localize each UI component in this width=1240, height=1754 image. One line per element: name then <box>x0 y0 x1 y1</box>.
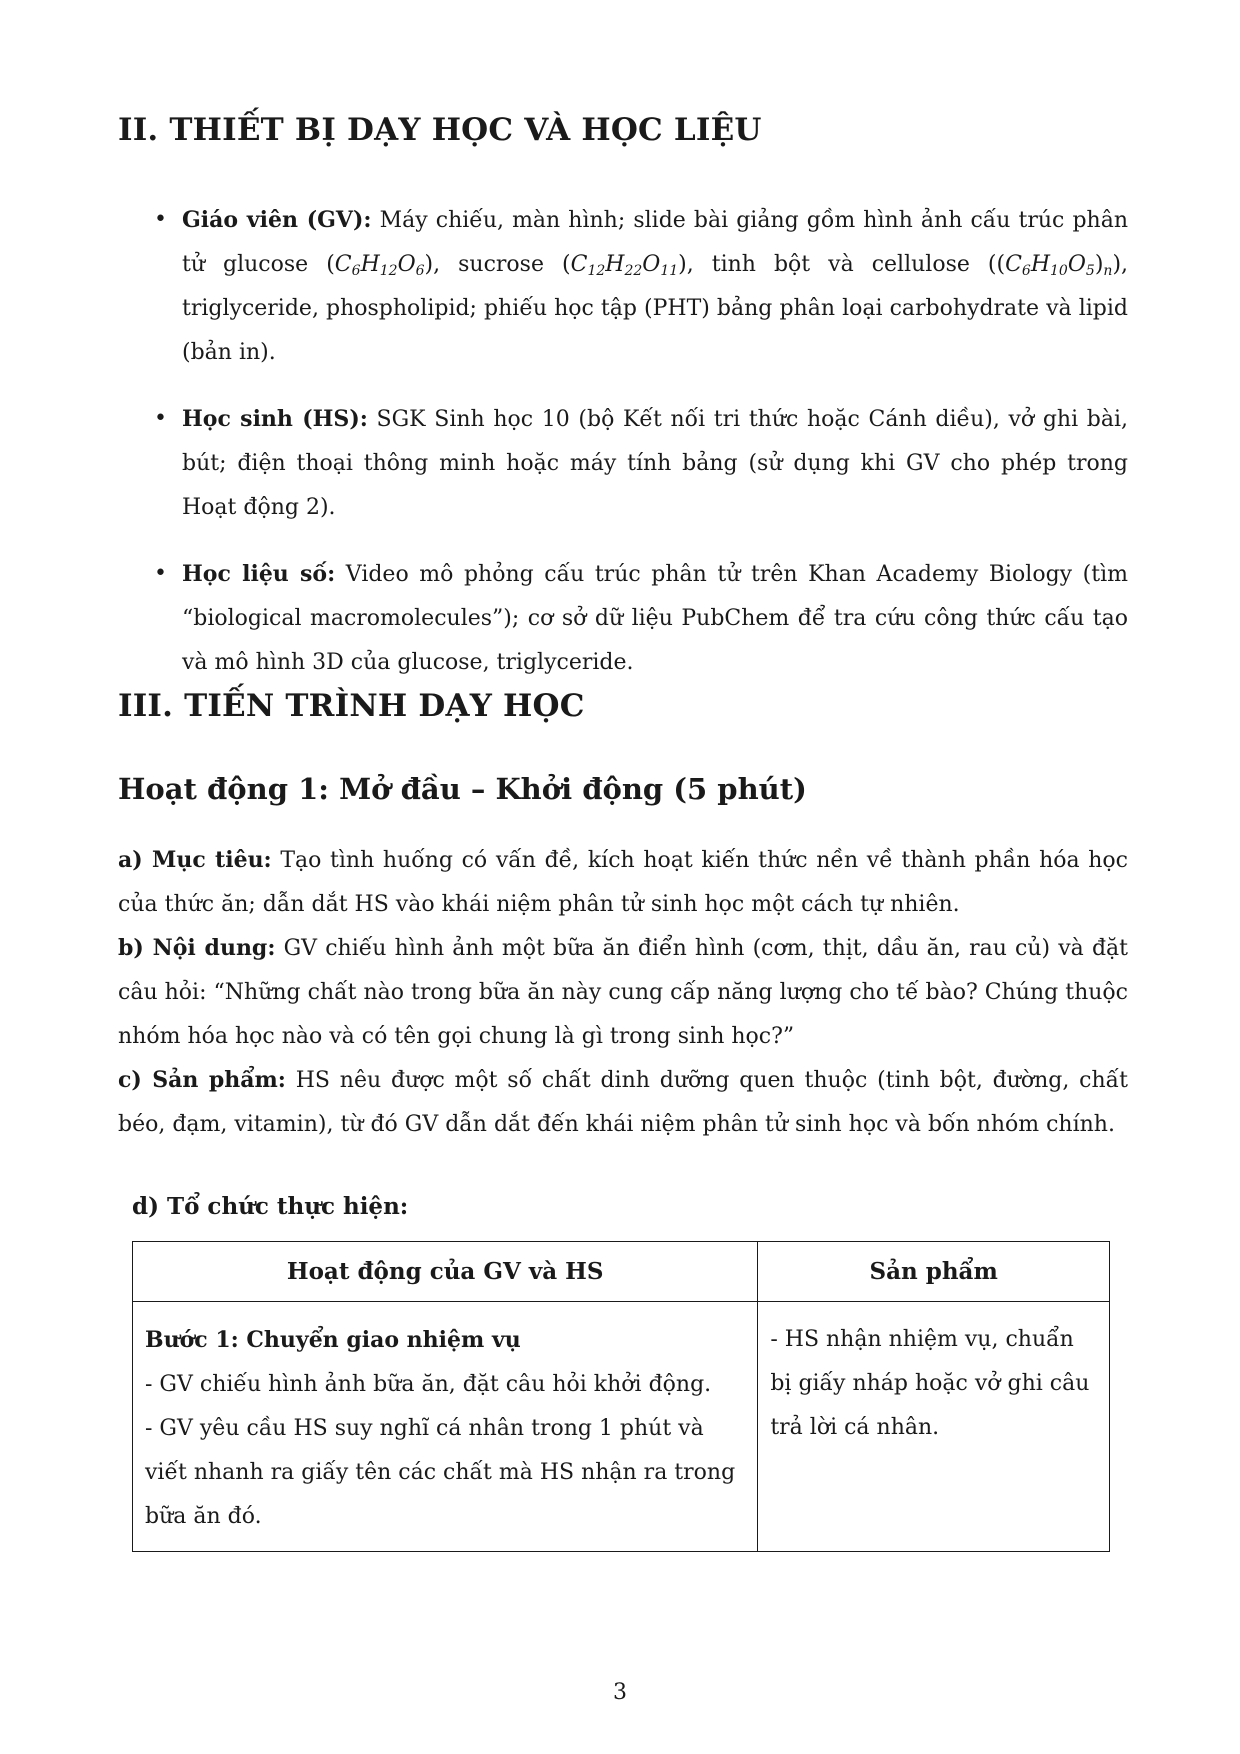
bullet-icon: • <box>154 561 167 586</box>
formula-cellulose: $C_6H_{10}O_5$ <box>1005 252 1095 279</box>
item-text: Máy chiếu, màn hình; slide bài giảng gồm hình ảnh cấu trúc phân tử glucose ( <box>182 208 1128 277</box>
table-header-row <box>133 1242 1110 1302</box>
organization-table <box>132 1241 1110 1552</box>
item-text: ), triglyceride, phospholipid; phiếu học tập (PHT) bảng phân loại carbohydrate và lipid (bản in). <box>182 252 1129 365</box>
formula-glucose: $C_6H_{12}O_6$ <box>334 252 425 279</box>
column-header: Sản phẩm <box>758 1242 1110 1302</box>
step-line: - GV yêu cầu HS suy nghĩ cá nhân trong 1 phút và viết nhanh ra giấy tên các chất mà HS nhận ra trong bữa ăn đó. <box>145 1416 736 1529</box>
item-label: Học sinh (HS): <box>182 406 368 432</box>
item-text: ), tinh bột và cellulose (( <box>678 252 1006 277</box>
item-text: Video mô phỏng cấu trúc phân tử trên Khan Academy Biology (tìm “biological macromolecules”); cơ sở dữ liệu PubChem để tra cứu công thức cấu tạo và mô hình 3D của glucose, triglyceride. <box>182 562 1128 675</box>
content-paragraph: b) Nội dung: GV chiếu hình ảnh một bữa ăn điển hình (cơm, thịt, dầu ăn, rau củ) và đặt câu hỏi: “Những chất nào trong bữa ăn này cung cấp năng lượng cho tế bào? Chúng thuộc nhóm hóa học nào và có tên gọi chung là gì trong sinh học?” <box>118 935 1128 1049</box>
product-paragraph: c) Sản phẩm: HS nêu được một số chất dinh dưỡng quen thuộc (tinh bột, đường, chất béo, đạm, vitamin), từ đó GV dẫn dắt đến khái niệm phân tử sinh học và bốn nhóm chính. <box>118 1067 1128 1137</box>
step-line: - GV chiếu hình ảnh bữa ăn, đặt câu hỏi khởi động. <box>145 1372 712 1397</box>
item-text: SGK Sinh học 10 (bộ Kết nối tri thức hoặc Cánh diều), vở ghi bài, bút; điện thoại thông minh hoặc máy tính bảng (sử dụng khi GV cho phép trong Hoạt động 2). <box>182 407 1128 520</box>
section-2-heading: II. THIẾT BỊ DẠY HỌC VÀ HỌC LIỆU <box>118 112 762 148</box>
activity-cell <box>133 1302 758 1552</box>
step-title: Bước 1: Chuyển giao nhiệm vụ <box>145 1327 521 1353</box>
table-row <box>133 1302 1110 1552</box>
bullet-icon: • <box>154 406 167 431</box>
column-header: Hoạt động của GV và HS <box>133 1242 758 1302</box>
bullet-icon: • <box>154 207 167 232</box>
page-number: 3 <box>613 1680 627 1705</box>
item-label: Học liệu số: <box>182 561 336 587</box>
list-item-student <box>150 397 1128 530</box>
list-item-teacher: • Giáo viên (GV): Máy chiếu, màn hình; slide bài giảng gồm hình ảnh cấu trúc phân tử glucose $(C_6H_{12}O_6)$, sucrose $(C_{12}H_{22}O_{11})$, tinh bột và cellulose $((C_6H_{10}O_5)_n)$, triglyceride, phospholipid; phiếu học tập (PHT) bảng phân loại carbohydrate và lipid (bản in). <box>150 198 1128 375</box>
item-label: Giáo viên (GV): <box>182 207 372 233</box>
list-item-digital <box>150 552 1128 685</box>
objective-paragraph: a) Mục tiêu: Tạo tình huống có vấn đề, kích hoạt kiến thức nền về thành phần hóa học của thức ăn; dẫn dắt HS vào khái niệm phân tử sinh học một cách tự nhiên. <box>118 847 1129 917</box>
item-text: ), sucrose ( <box>424 252 571 277</box>
formula-sucrose: $C_{12}H_{22}O_{11}$ <box>570 252 679 279</box>
activity-1-heading: Hoạt động 1: Mở đầu – Khởi động (5 phút) <box>118 772 807 806</box>
product-cell: - HS nhận nhiệm vụ, chuẩn bị giấy nháp hoặc vở ghi câu trả lời cá nhân. <box>758 1302 1110 1552</box>
organization-label: d) Tổ chức thực hiện: <box>132 1193 409 1220</box>
section-3-heading: III. TIẾN TRÌNH DẠY HỌC <box>118 688 585 724</box>
equipment-list <box>150 198 1128 707</box>
